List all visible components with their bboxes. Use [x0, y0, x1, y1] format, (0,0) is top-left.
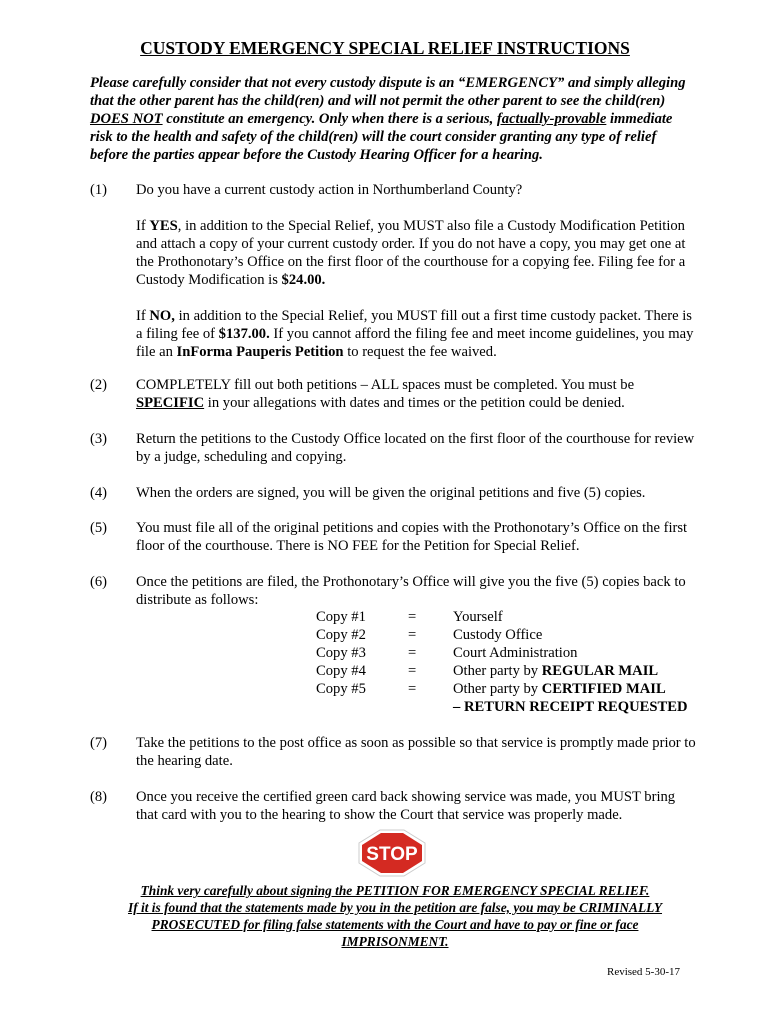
instruction-item-4 — [90, 484, 700, 502]
copy-recipient: Other party by REGULAR MAIL — [453, 663, 659, 679]
copy-recipient: Custody Office — [453, 627, 543, 643]
revision-date: Revised 5-30-17 — [606, 966, 680, 978]
page-title: CUSTODY EMERGENCY SPECIAL RELIEF INSTRUCTIONS — [140, 38, 630, 58]
equals-sign: = — [408, 627, 417, 643]
item-number: (5) — [90, 520, 108, 536]
copy-number: Copy #2 — [316, 627, 366, 643]
warning-notice — [110, 882, 680, 950]
equals-sign: = — [408, 645, 417, 661]
instruction-item-5 — [90, 519, 700, 555]
item-8-text: Once you receive the certified green card back showing service was made, you MUST bring that card with you to the hearing to show the Court that service was properly made. — [136, 789, 676, 823]
equals-sign: = — [408, 663, 417, 679]
instruction-item-7 — [90, 734, 700, 770]
intro-text-2: constitute an emergency. Only when there is a serious, — [162, 111, 497, 127]
stop-sign-icon — [358, 829, 426, 877]
item-number: (1) — [90, 182, 108, 198]
item-1-yes-paragraph: If YES, in addition to the Special Relief, you MUST also file a Custody Modification Petition and attach a copy of your current custody order. If you do not have a copy, you may get one at the Prothonotary’s Office on the first floor of the courthouse for a copying fee. Filing fee for a Custody Modification is $24.00. — [136, 218, 686, 288]
item-number: (8) — [90, 789, 108, 805]
item-number: (7) — [90, 735, 108, 751]
item-number: (4) — [90, 485, 108, 501]
item-1-no-paragraph: If NO, in addition to the Special Relief, you MUST fill out a first time custody packet. There is a filing fee of $137.00. If you cannot afford the filing fee and meet income guidelines, you may file an InForma Pauperis Petition to request the fee waived. — [136, 308, 694, 360]
copy-recipient: Yourself — [453, 609, 503, 625]
intro-paragraph — [90, 74, 690, 164]
stop-sign-label: STOP — [366, 844, 418, 865]
copy-number: Copy #5 — [316, 681, 366, 697]
item-5-text: You must file all of the original petitions and copies with the Prothonotary’s Office on the first floor of the courthouse. There is NO FEE for the Petition for Special Relief. — [136, 520, 688, 554]
intro-emphasis-factually-provable: factually-provable — [496, 111, 607, 127]
item-3-text: Return the petitions to the Custody Office located on the first floor of the courthouse for review by a judge, scheduling and copying. — [136, 431, 695, 465]
intro-text-3: immediate risk to the health and safety of the child(ren) will the court consider granting any type of relief before the parties appear before the Custody Hearing Officer for a hearing. — [90, 111, 673, 163]
warning-line-1: Think very carefully about signing the PETITION FOR EMERGENCY SPECIAL RELIEF. — [140, 883, 650, 898]
instruction-item-2 — [90, 376, 700, 412]
intro-emphasis-does-not: DOES NOT — [90, 111, 163, 127]
instruction-item-6 — [90, 573, 700, 609]
instruction-item-1 — [90, 181, 700, 361]
warning-line-2: If it is found that the statements made by you in the petition are false, you may be CRIMINALLY PROSECUTED for filing false statements with the Court and have to pay or fine or face IMPRISONMENT. — [127, 900, 663, 949]
return-receipt-note: – RETURN RECEIPT REQUESTED — [453, 699, 688, 715]
copy-number: Copy #1 — [316, 609, 366, 625]
item-2-text: COMPLETELY fill out both petitions – ALL spaces must be completed. You must be SPECIFIC in your allegations with dates and times or the petition could be denied. — [136, 377, 635, 411]
copy-recipient: Other party by CERTIFIED MAIL — [453, 681, 666, 697]
item-4-text: When the orders are signed, you will be given the original petitions and five (5) copies. — [136, 485, 646, 501]
copy-number: Copy #3 — [316, 645, 366, 661]
equals-sign: = — [408, 609, 417, 625]
equals-sign: = — [408, 681, 417, 697]
copy-number: Copy #4 — [316, 663, 366, 679]
item-1-question: Do you have a current custody action in Northumberland County? — [136, 182, 523, 198]
intro-text-1: Please carefully consider that not every custody dispute is an “EMERGENCY” and simply alleging that the other parent has the child(ren) and will not permit the other parent to see the child(ren) — [90, 75, 686, 109]
item-number: (6) — [90, 574, 108, 590]
item-number: (2) — [90, 377, 108, 393]
item-number: (3) — [90, 431, 108, 447]
item-7-text: Take the petitions to the post office as soon as possible so that service is promptly made prior to the hearing date. — [136, 735, 696, 769]
instruction-item-8 — [90, 788, 700, 824]
item-6-text: Once the petitions are filed, the Prothonotary’s Office will give you the five (5) copies back to distribute as follows: — [136, 574, 686, 608]
copy-recipient: Court Administration — [453, 645, 578, 661]
instruction-item-3 — [90, 430, 700, 466]
